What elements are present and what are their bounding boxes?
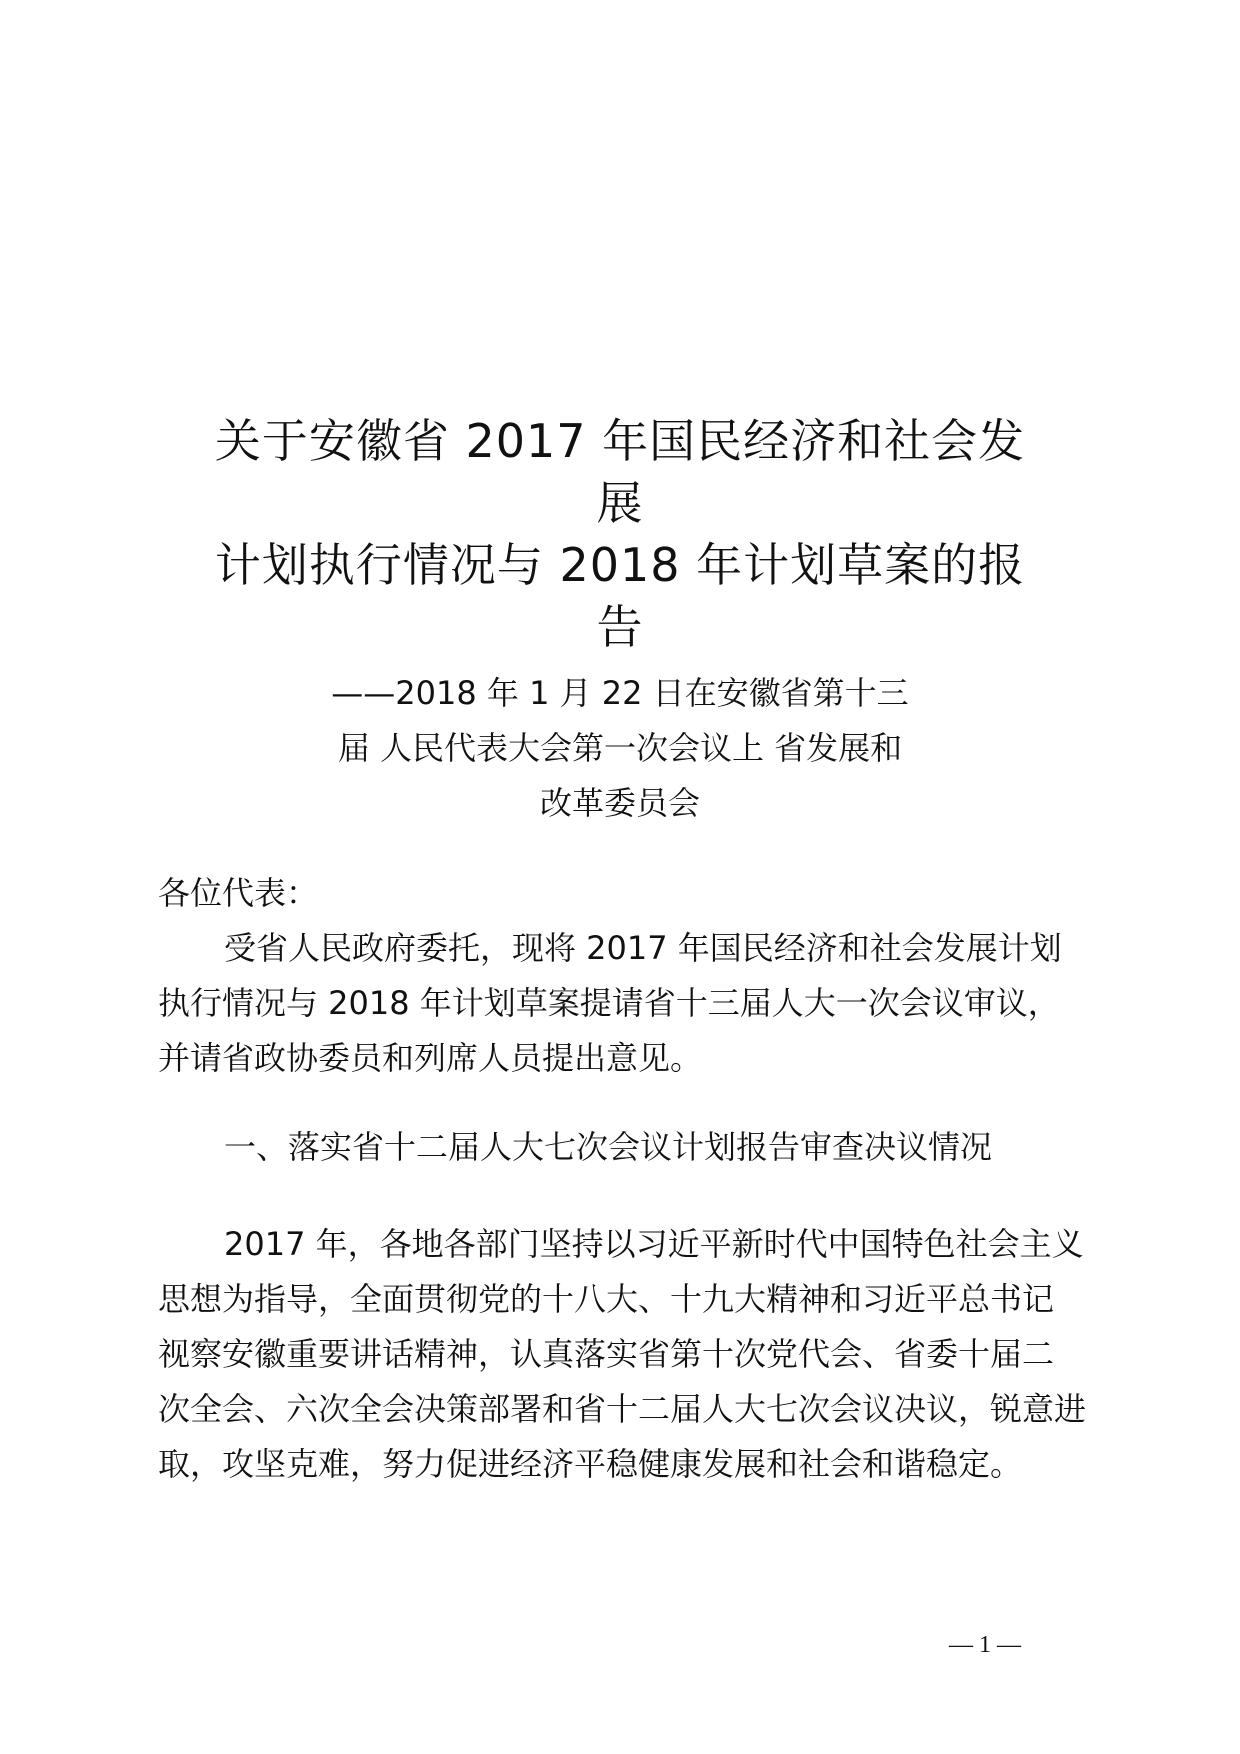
paragraph-line: 受省人民政府委托，现将 2017 年国民经济和社会发展计划 <box>224 929 1062 967</box>
paragraph-line: 并请省政协委员和列席人员提出意见。 <box>158 1039 703 1077</box>
subtitle-line: 届 人民代表大会第一次会议上 省发展和 <box>337 729 903 767</box>
title-line: 计划执行情况与 2018 年计划草案的报 <box>214 538 1026 592</box>
title-line: 告 <box>596 600 644 654</box>
paragraph-line: 取，攻坚克难，努力促进经济平稳健康发展和社会和谐稳定。 <box>158 1445 1023 1483</box>
paragraph-line: 执行情况与 2018 年计划草案提请省十三届人大一次会议审议， <box>158 984 1060 1022</box>
paragraph-line: 次全会、六次全会决策部署和省十二届人大七次会议决议，锐意进 <box>158 1390 1087 1428</box>
title-line: 关于安徽省 2017 年国民经济和社会发 <box>214 414 1026 468</box>
document-title <box>150 410 1090 658</box>
page-number: — 1 — <box>949 1632 1021 1658</box>
paragraph-line: 2017 年，各地各部门坚持以习近平新时代中国特色社会主义 <box>224 1225 1084 1263</box>
salutation <box>158 866 1088 921</box>
title-line: 展 <box>596 476 644 530</box>
subtitle-line: 改革委员会 <box>539 784 700 822</box>
salutation-text: 各位代表： <box>158 874 319 912</box>
subtitle-line: ——2018 年 1 月 22 日在安徽省第十三 <box>331 674 909 712</box>
document-subtitle <box>150 666 1090 831</box>
section-heading-text: 一、落实省十二届人大七次会议计划报告审查决议情况 <box>224 1128 993 1166</box>
section-heading <box>158 1120 1088 1175</box>
intro-paragraph <box>158 921 1088 1086</box>
paragraph-line: 思想为指导，全面贯彻党的十八大、十九大精神和习近平总书记 <box>158 1280 1055 1318</box>
section-paragraph <box>158 1217 1088 1492</box>
paragraph-line: 视察安徽重要讲话精神，认真落实省第十次党代会、省委十届二 <box>158 1335 1055 1373</box>
